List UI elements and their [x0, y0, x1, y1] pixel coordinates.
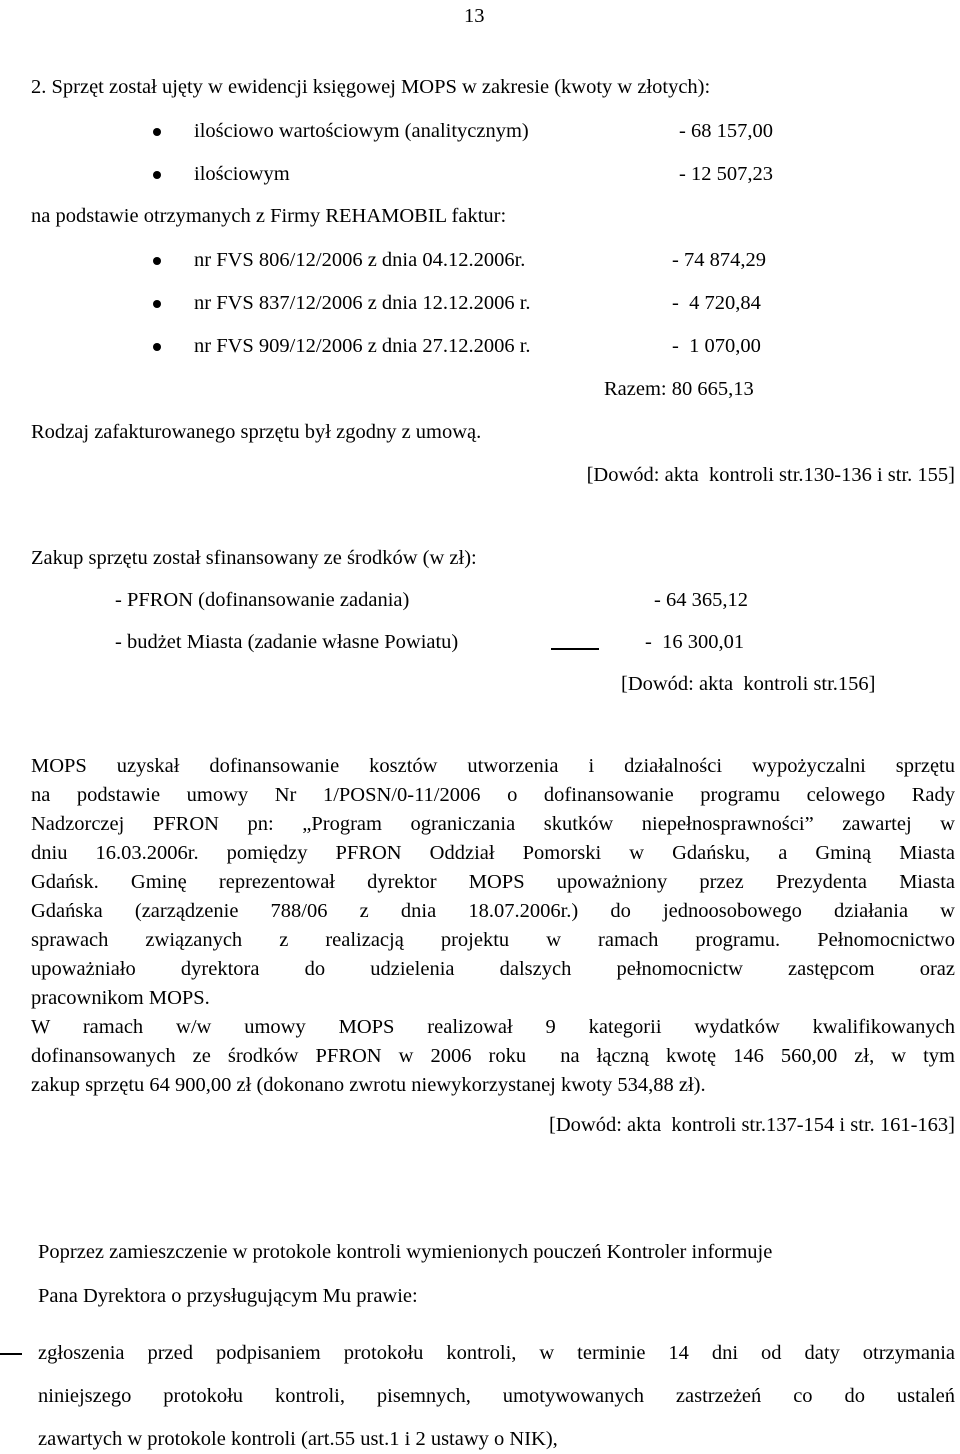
bullet-icon	[153, 171, 161, 179]
faktury-intro: na podstawie otrzymanych z Firmy REHAMOBIL faktur:	[31, 205, 507, 227]
faktura-label-1: nr FVS 806/12/2006 z dnia 04.12.2006r.	[194, 249, 526, 271]
section-heading: 2. Sprzęt został ujęty w ewidencji księgowej MOPS w zakresie (kwoty w złotych):	[31, 76, 711, 98]
zakup-amount-2: - 16 300,01	[645, 631, 745, 653]
umowa-line-1: W ramach w/w umowy MOPS realizował 9 kategorii wydatków kwalifikowanych	[31, 1016, 955, 1038]
faktura-label-2: nr FVS 837/12/2006 z dnia 12.12.2006 r.	[194, 292, 531, 314]
mops-line-5: Gdańsk. Gminę reprezentował dyrektor MOPS upoważniony przez Prezydenta Miasta	[31, 871, 955, 893]
mops-line-2: na podstawie umowy Nr 1/POSN/0-11/2006 o dofinansowanie programu celowego Rady	[31, 784, 955, 806]
zakup-amount-1: - 64 365,12	[654, 589, 748, 611]
faktura-label-3: nr FVS 909/12/2006 z dnia 27.12.2006 r.	[194, 335, 531, 357]
mops-line-6: Gdańska (zarządzenie 788/06 z dnia 18.07.2006r.) do jednoosobowego działania w	[31, 900, 955, 922]
dowod-ref-2: [Dowód: akta kontroli str.156]	[621, 673, 876, 695]
zakup-intro: Zakup sprzętu został sfinansowany ze środków (w zł):	[31, 547, 477, 569]
mops-line-3: Nadzorczej PFRON pn: „Program ograniczania skutków niepełnosprawności” zawartej w	[31, 813, 955, 835]
dowod-ref-3: [Dowód: akta kontroli str.137-154 i str. 161-163]	[549, 1114, 955, 1136]
ewidencja-amount-2: - 12 507,23	[679, 163, 773, 185]
bullet-icon	[153, 343, 161, 351]
mops-line-8: upoważniało dyrektora do udzielenia dalszych pełnomocnictw zastępcom oraz	[31, 958, 955, 980]
mops-line-1: MOPS uzyskał dofinansowanie kosztów utworzenia i działalności wypożyczalni sprzętu	[31, 755, 955, 777]
pouczenie-item-line-2: niniejszego protokołu kontroli, pisemnych, umotywowanych zastrzeżeń co do ustaleń	[38, 1385, 955, 1407]
mops-line-7: sprawach związanych z realizacją projektu w ramach programu. Pełnomocnictwo	[31, 929, 955, 951]
faktura-amount-1: - 74 874,29	[672, 249, 766, 271]
zakup-label-2: - budżet Miasta (zadanie własne Powiatu)	[115, 631, 459, 653]
ewidencja-amount-1: - 68 157,00	[679, 120, 773, 142]
ewidencja-label-2: ilościowym	[194, 163, 290, 185]
faktura-amount-2: - 4 720,84	[672, 292, 761, 314]
mops-line-4: dniu 16.03.2006r. pomiędzy PFRON Oddział Pomorski w Gdańsku, a Gminą Miasta	[31, 842, 955, 864]
mops-line-9: pracownikom MOPS.	[31, 987, 210, 1009]
leader-dash	[551, 648, 599, 650]
umowa-line-3: zakup sprzętu 64 900,00 zł (dokonano zwrotu niewykorzystanej kwoty 534,88 zł).	[31, 1074, 706, 1096]
bullet-icon	[153, 257, 161, 265]
bullet-icon	[153, 300, 161, 308]
bullet-icon	[153, 128, 161, 136]
umowa-line-2: dofinansowanych ze środków PFRON w 2006 roku na łączną kwotę 146 560,00 zł, w tym	[31, 1045, 955, 1067]
list-dash-icon	[0, 1353, 22, 1355]
razem-total: Razem: 80 665,13	[604, 378, 754, 400]
zgodny-statement: Rodzaj zafakturowanego sprzętu był zgodny z umową.	[31, 421, 482, 443]
zakup-label-1: - PFRON (dofinansowanie zadania)	[115, 589, 410, 611]
ewidencja-label-1: ilościowo wartościowym (analitycznym)	[194, 120, 529, 142]
faktura-amount-3: - 1 070,00	[672, 335, 761, 357]
page-number: 13	[464, 5, 485, 27]
pouczenie-item-line-3: zawartych w protokole kontroli (art.55 ust.1 i 2 ustawy o NIK),	[38, 1428, 558, 1450]
pouczenie-line-2: Pana Dyrektora o przysługującym Mu prawie:	[38, 1285, 418, 1307]
pouczenie-item-line-1: zgłoszenia przed podpisaniem protokołu kontroli, w terminie 14 dni od daty otrzymania	[38, 1342, 955, 1364]
dowod-ref-1: [Dowód: akta kontroli str.130-136 i str. 155]	[586, 464, 955, 486]
pouczenie-line-1: Poprzez zamieszczenie w protokole kontroli wymienionych pouczeń Kontroler informuje	[38, 1241, 773, 1263]
